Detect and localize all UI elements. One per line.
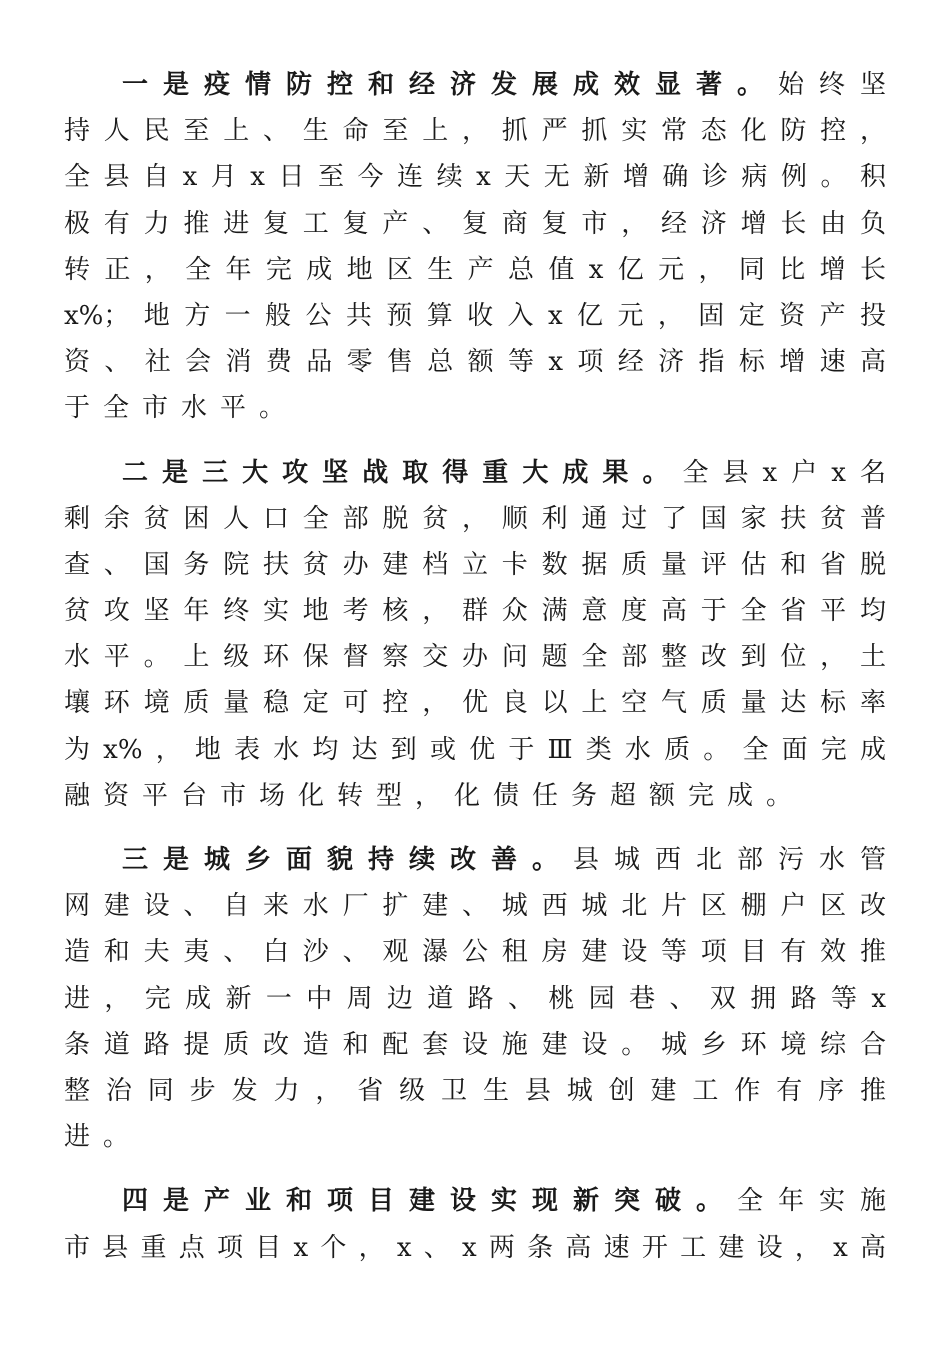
paragraph-1 <box>64 62 886 432</box>
paragraph-2 <box>64 450 886 820</box>
text-line: 贫攻坚年终实地考核，群众满意度高于全省平均 <box>64 596 886 627</box>
text-line: 水平。上级环保督察交办问题全部整改到位，土 <box>64 642 886 673</box>
text-line-body: 始终坚 <box>777 70 886 100</box>
document-page <box>64 62 886 1271</box>
text-line: 壤环境质量稳定可控，优良以上空气质量达标率 <box>64 688 886 719</box>
text-line: 持人民至上、生命至上，抓严抓实常态化防控， <box>64 116 886 147</box>
paragraph-heading: 三是城乡面貌持续改善。 <box>122 845 573 875</box>
text-line: 查、国务院扶贫办建档立卡数据质量评估和省脱 <box>64 549 886 580</box>
text-line: 进，完成新一中周边道路、桃园巷、双拥路等x <box>64 983 886 1014</box>
text-line: 网建设、自来水厂扩建、城西城北片区棚户区改 <box>64 891 886 922</box>
text-line: 全县自x月x日至今连续x天无新增确诊病例。积 <box>64 162 886 193</box>
text-line: x%；地方一般公共预算收入x亿元，固定资产投 <box>64 300 886 331</box>
text-line <box>64 1178 886 1224</box>
text-line <box>64 837 886 883</box>
text-line: 剩余贫困人口全部脱贫，顺利通过了国家扶贫普 <box>64 503 886 534</box>
text-line: 转正，全年完成地区生产总值x亿元，同比增长 <box>64 254 886 285</box>
text-line: 于全市水平。 <box>64 393 299 424</box>
text-line <box>64 450 886 496</box>
text-line: 造和夫夷、白沙、观瀑公租房建设等项目有效推 <box>64 937 886 968</box>
text-line-body: 全县x户x名 <box>682 457 886 488</box>
text-line: 进。 <box>64 1122 143 1153</box>
paragraph-3 <box>64 837 886 1160</box>
text-line <box>64 62 886 108</box>
text-line: 融资平台市场化转型，化债任务超额完成。 <box>64 780 806 811</box>
paragraph-heading: 四是产业和项目建设实现新突破。 <box>122 1186 737 1217</box>
paragraph-heading: 二是三大攻坚战取得重大成果。 <box>122 457 683 488</box>
text-line: 为x%，地表水均达到或优于Ⅲ类水质。全面完成 <box>64 734 886 765</box>
text-line: 市县重点项目x个，x、x两条高速开工建设，x高 <box>64 1232 886 1263</box>
paragraph-heading: 一是疫情防控和经济发展成效显著。 <box>122 70 778 100</box>
text-line-body: 县城西北部污水管 <box>572 845 886 875</box>
text-line: 条道路提质改造和配套设施建设。城乡环境综合 <box>64 1029 886 1060</box>
text-line: 极有力推进复工复产、复商复市，经济增长由负 <box>64 208 886 239</box>
text-line-body: 全年实施 <box>736 1186 886 1217</box>
text-line: 整治同步发力，省级卫生县城创建工作有序推 <box>64 1075 886 1106</box>
paragraph-4 <box>64 1178 886 1270</box>
text-line: 资、社会消费品零售总额等x项经济指标增速高 <box>64 347 886 378</box>
